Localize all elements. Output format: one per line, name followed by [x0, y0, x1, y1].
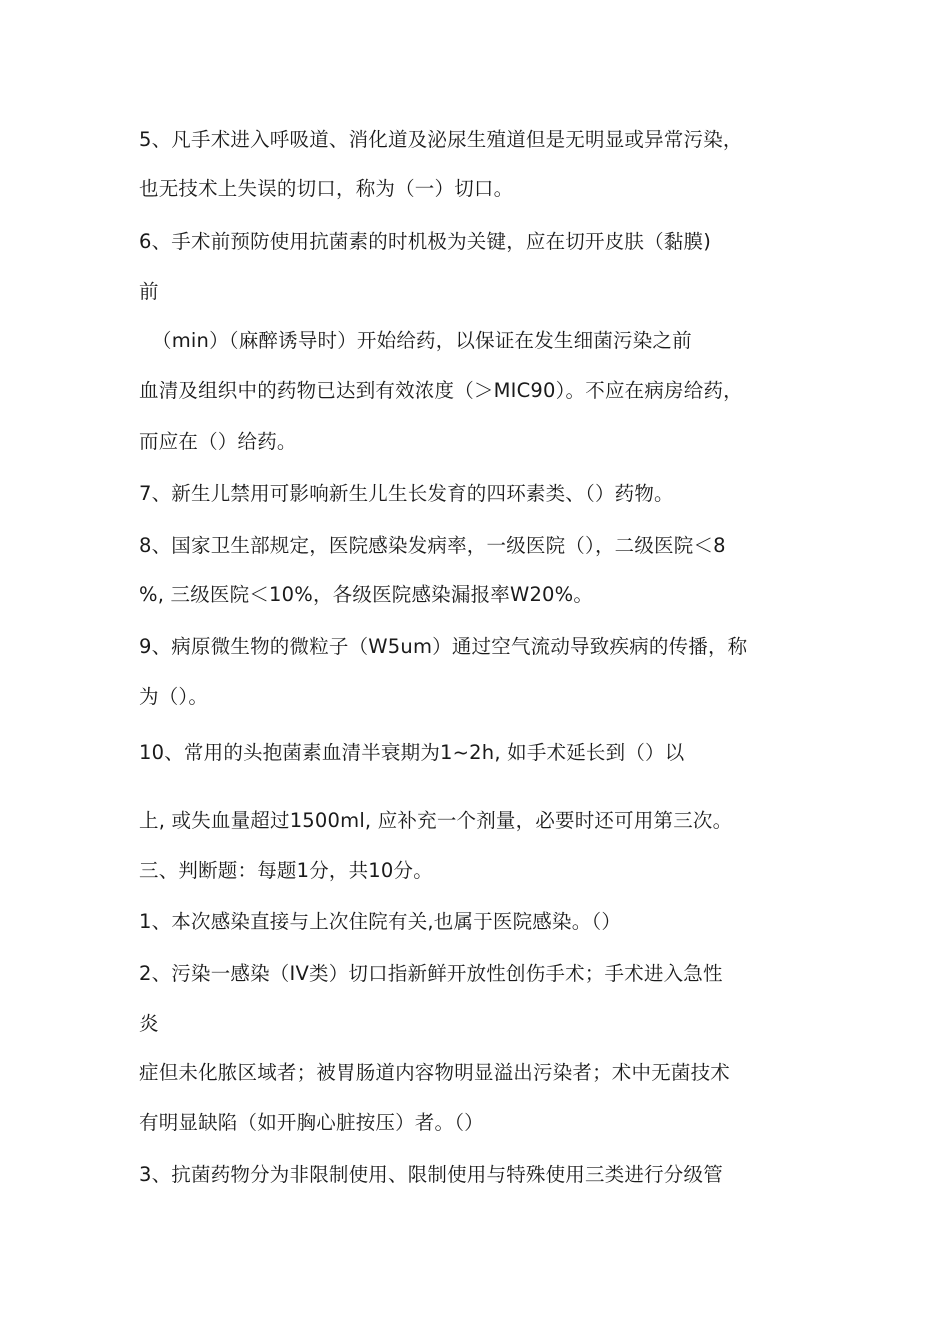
- text-line: （min）（麻醉诱导时）开始给药，以保证在发生细菌污染之前: [152, 329, 692, 352]
- text-line: 炎: [139, 1012, 159, 1035]
- text-line: 为（）。: [139, 685, 209, 708]
- text-line: 7、新生儿禁用可影响新生儿生长发育的四环素类、（）药物。: [139, 482, 674, 505]
- text-line: 症但未化脓区域者；被胃肠道内容物明显溢出污染者；术中无菌技术: [139, 1061, 731, 1084]
- text-line: 而应在（）给药。: [139, 430, 297, 453]
- text-line: 8、国家卫生部规定，医院感染发病率，一级医院（），二级医院＜8: [139, 534, 726, 557]
- text-line: 9、病原微生物的微粒子（W5um）通过空气流动导致疾病的传播，称: [139, 635, 748, 658]
- text-line: %, 三级医院＜10%，各级医院感染漏报率W20%。: [139, 583, 594, 606]
- text-line: 前: [139, 280, 159, 303]
- text-line: 5、凡手术进入呼吸道、消化道及泌尿生殖道但是无明显或异常污染，: [139, 128, 743, 151]
- text-line: 上, 或失血量超过1500ml, 应补充一个剂量，必要时还可用第三次。: [139, 809, 733, 832]
- text-line: 1、本次感染直接与上次住院有关,也属于医院感染。（）: [139, 910, 622, 933]
- text-line: 6、手术前预防使用抗菌素的时机极为关键，应在切开皮肤（黏膜): [139, 230, 712, 253]
- text-line: 10、常用的头抱菌素血清半衰期为1~2h, 如手术延长到（）以: [139, 741, 685, 764]
- text-line: 血清及组织中的药物已达到有效浓度（＞MIC90）。不应在病房给药，: [139, 379, 743, 402]
- text-line: 有明显缺陷（如开胸心脏按压）者。（）: [139, 1111, 484, 1134]
- text-line: 也无技术上失误的切口，称为（一）切口。: [139, 177, 514, 200]
- text-line: 3、抗菌药物分为非限制使用、限制使用与特殊使用三类进行分级管: [139, 1163, 723, 1186]
- text-line: 三、判断题：每题1分，共10分。: [139, 859, 433, 882]
- text-line: 2、污染一感染（IV类）切口指新鲜开放性创伤手术；手术进入急性: [139, 962, 723, 985]
